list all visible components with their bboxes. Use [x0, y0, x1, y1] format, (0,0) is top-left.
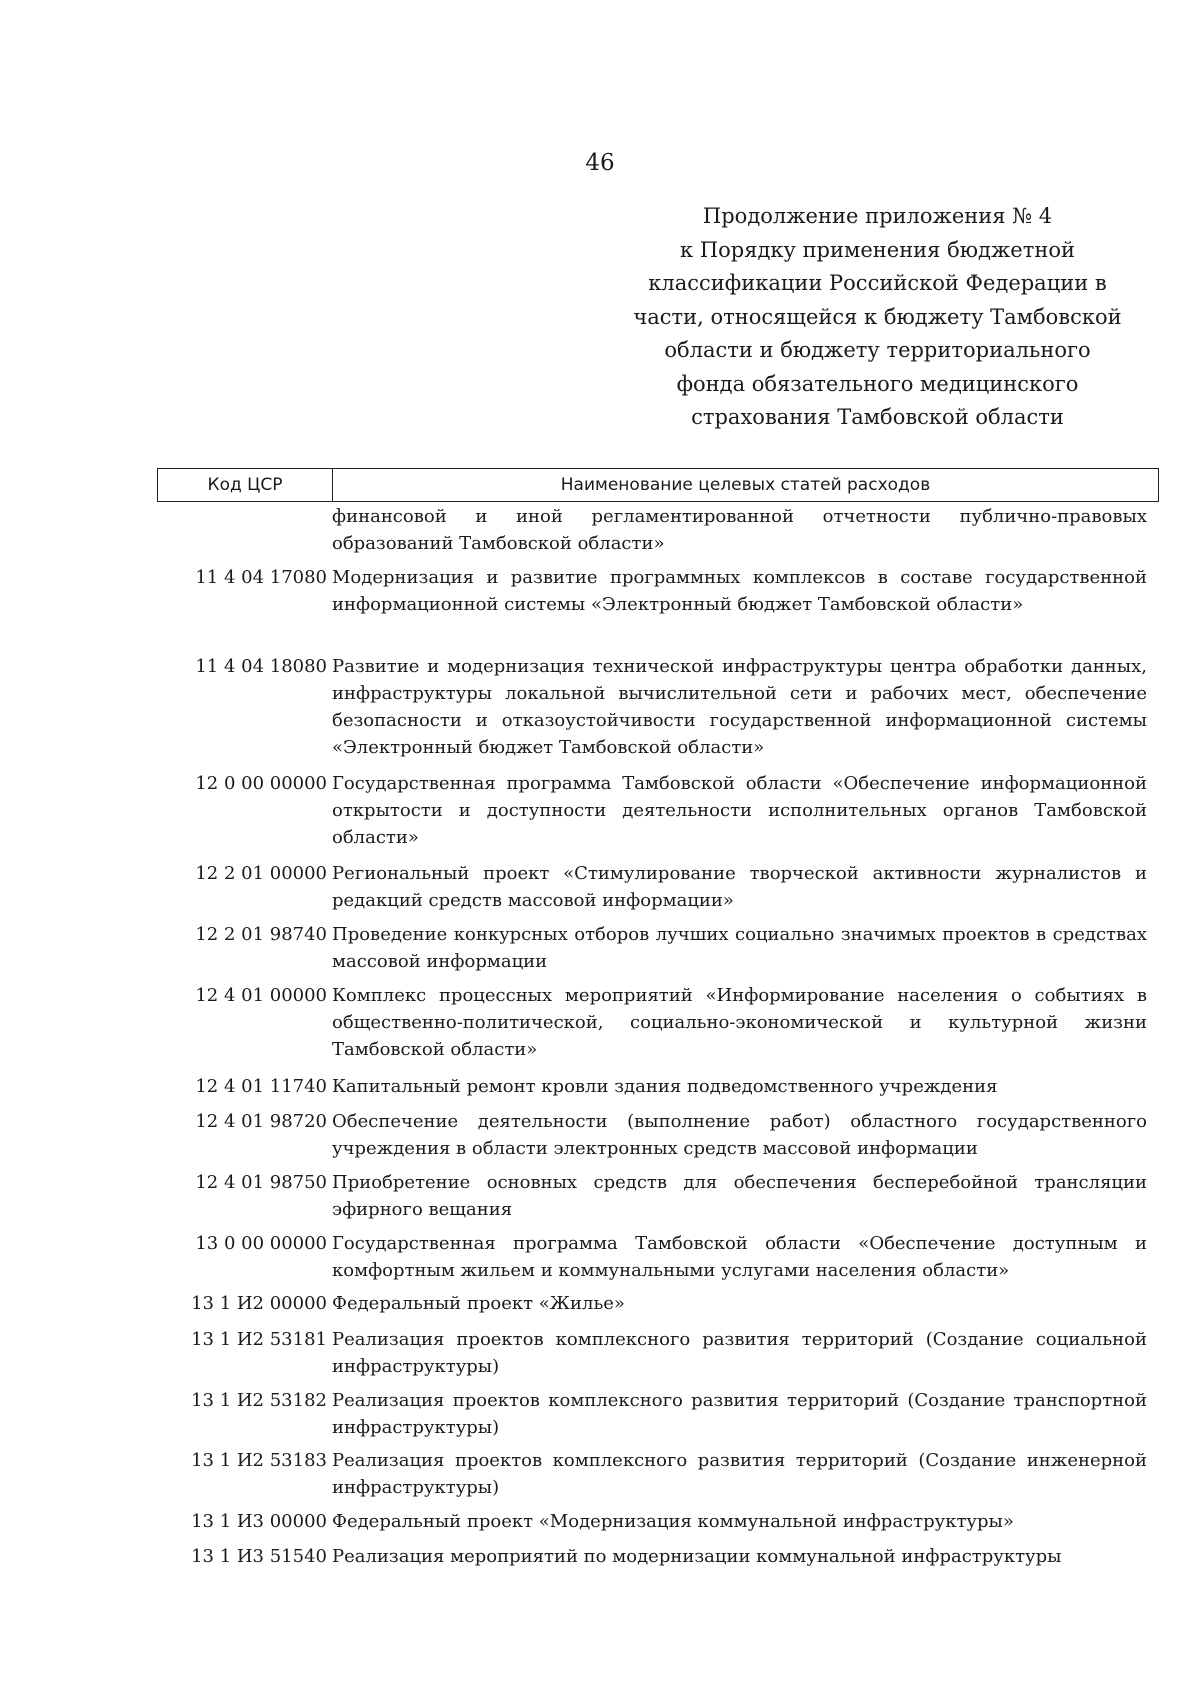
- row-name: финансовой и иной регламентированной отчетности публично-правовых образований Тамбовской области»: [332, 506, 1147, 554]
- row-name: Капитальный ремонт кровли здания подведомственного учреждения: [332, 1076, 998, 1097]
- row-code: 12 4 01 98750: [195, 1172, 327, 1193]
- row-code: 13 1 И2 53182: [191, 1390, 327, 1411]
- row-code: 12 4 01 98720: [195, 1111, 327, 1132]
- header-line: части, относящейся к бюджету Тамбовской: [633, 304, 1122, 329]
- row-code: 13 1 И3 51540: [191, 1546, 327, 1567]
- row-name: Федеральный проект «Модернизация коммунальной инфраструктуры»: [332, 1511, 1014, 1532]
- row-name: Государственная программа Тамбовской области «Обеспечение доступным и комфортным жильем и коммунальными услугами населения области»: [332, 1233, 1147, 1281]
- page-number: 46: [585, 150, 615, 176]
- row-code: 13 1 И2 53181: [191, 1329, 327, 1350]
- row-code: 11 4 04 18080: [195, 656, 327, 677]
- row-name: Реализация проектов комплексного развития территорий (Создание транспортной инфраструктуры): [332, 1390, 1147, 1438]
- row-name: Государственная программа Тамбовской области «Обеспечение информационной открытости и доступности деятельности исполнительных органов Тамбовской области»: [332, 773, 1147, 848]
- appendix-header: [600, 200, 1155, 435]
- row-name: Обеспечение деятельности (выполнение работ) областного государственного учреждения в области электронных средств массовой информации: [332, 1111, 1147, 1159]
- table-header: [157, 468, 1159, 502]
- budget-classification-table: [157, 468, 1159, 1567]
- row-code: 11 4 04 17080: [195, 567, 327, 588]
- row-name: Реализация проектов комплексного развития территорий (Создание инженерной инфраструктуры): [332, 1450, 1147, 1498]
- header-line: области и бюджету территориального: [664, 338, 1091, 362]
- row-name: Комплекс процессных мероприятий «Информирование населения о событиях в общественно-политической, социально-экономической и культурной жизни Тамбовской области»: [332, 985, 1147, 1060]
- row-name: Развитие и модернизация технической инфраструктуры центра обработки данных, инфраструктуры локальной вычислительной сети и рабочих мест, обеспечение безопасности и отказоустойчивости государственной информационной системы «Электронный бюджет Тамбовской области»: [332, 656, 1147, 758]
- row-code: 12 2 01 00000: [195, 863, 327, 884]
- header-line: страхования Тамбовской области: [691, 405, 1064, 429]
- header-line: Продолжение приложения № 4: [702, 204, 1053, 228]
- header-line: фонда обязательного медицинского: [676, 371, 1079, 396]
- row-code: 13 0 00 00000: [195, 1233, 327, 1254]
- column-header-name: Наименование целевых статей расходов: [560, 475, 931, 495]
- row-code: 12 4 01 11740: [195, 1076, 327, 1097]
- row-name: Региональный проект «Стимулирование творческой активности журналистов и редакций средств массовой информации»: [332, 863, 1147, 911]
- row-name: Реализация мероприятий по модернизации коммунальной инфраструктуры: [332, 1546, 1062, 1567]
- row-name: Модернизация и развитие программных комплексов в составе государственной информационной системы «Электронный бюджет Тамбовской области»: [332, 567, 1147, 615]
- row-name: Проведение конкурсных отборов лучших социально значимых проектов в средствах массовой информации: [332, 924, 1147, 972]
- row-code: 12 2 01 98740: [195, 924, 327, 945]
- row-name: Федеральный проект «Жилье»: [332, 1293, 625, 1314]
- row-code: 13 1 И2 00000: [191, 1293, 327, 1314]
- row-code: 12 0 00 00000: [195, 773, 327, 794]
- row-code: 13 1 И3 00000: [191, 1511, 327, 1532]
- header-line: классификации Российской Федерации в: [648, 271, 1107, 295]
- row-name: Реализация проектов комплексного развития территорий (Создание социальной инфраструктуры): [332, 1329, 1147, 1377]
- row-code: 13 1 И2 53183: [191, 1450, 327, 1471]
- row-name: Приобретение основных средств для обеспечения бесперебойной трансляции эфирного вещания: [332, 1172, 1147, 1220]
- column-header-code: Код ЦСР: [158, 469, 333, 501]
- row-code: 12 4 01 00000: [195, 985, 327, 1006]
- header-line: к Порядку применения бюджетной: [680, 237, 1075, 262]
